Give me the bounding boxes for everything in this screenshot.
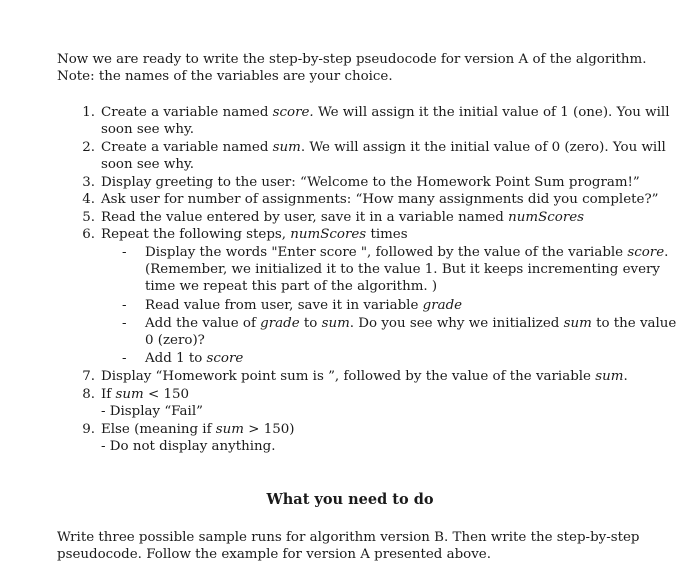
step-number: 8. [82,387,95,402]
step-4-text: Ask user for number of assignments: “How many assignments did you complete?” [101,192,659,207]
step-number: 3. [82,175,95,190]
outro-line-2: pseudocode. Follow the example for version A presented above. [57,547,491,562]
step-1-continuation: soon see why. [101,122,194,137]
step-2-continuation: soon see why. [101,157,194,172]
sub-step-1-line-2: (Remember, we initialized it to the value 1. But it keeps incrementing every [145,262,660,277]
intro-line-2: Note: the names of the variables are your choice. [57,69,393,84]
outro-line-1: Write three possible sample runs for algorithm version B. Then write the step-by-step [57,530,640,545]
sub-step-4-text: Add 1 to score [145,351,244,366]
step-8-text: If sum < 150 [101,387,190,402]
step-number: 6. [82,227,95,242]
step-9-text: Else (meaning if sum > 150) [101,422,295,437]
step-number: 9. [82,422,95,437]
step-number: 1. [82,105,95,120]
step-number: 5. [82,210,95,225]
step-5-text: Read the value entered by user, save it in a variable named numScores [101,210,585,225]
sub-step-3-text: Add the value of grade to sum. Do you see why we initialized sum to the value [145,316,677,331]
step-7-text: Display “Homework point sum is ”, followed by the value of the variable sum. [101,369,628,384]
step-1-text: Create a variable named score. We will assign it the initial value of 1 (one). You will [101,105,670,120]
sub-bullet-dash: - [122,351,127,366]
step-number: 4. [82,192,95,207]
step-number: 7. [82,369,95,384]
sub-bullet-dash: - [122,316,127,331]
intro-line-1: Now we are ready to write the step-by-step pseudocode for version A of the algorithm. [57,52,647,67]
sub-bullet-dash: - [122,245,127,260]
section-heading: What you need to do [266,491,434,508]
sub-step-2-text: Read value from user, save it in variable grade [145,298,463,313]
sub-bullet-dash: - [122,298,127,313]
step-6-text: Repeat the following steps, numScores times [101,227,408,242]
step-2-text: Create a variable named sum. We will assign it the initial value of 0 (zero). You will [101,140,666,155]
sub-step-1-text: Display the words "Enter score ", followed by the value of the variable score. [145,245,669,260]
sub-step-1-line-3: time we repeat this part of the algorithm. ) [145,279,438,294]
sub-step-3-line-2: 0 (zero)? [145,333,205,348]
step-3-text: Display greeting to the user: “Welcome to the Homework Point Sum program!” [101,175,640,190]
step-number: 2. [82,140,95,155]
step-8-continuation: - Display “Fail” [101,404,203,419]
step-9-continuation: - Do not display anything. [101,439,276,454]
